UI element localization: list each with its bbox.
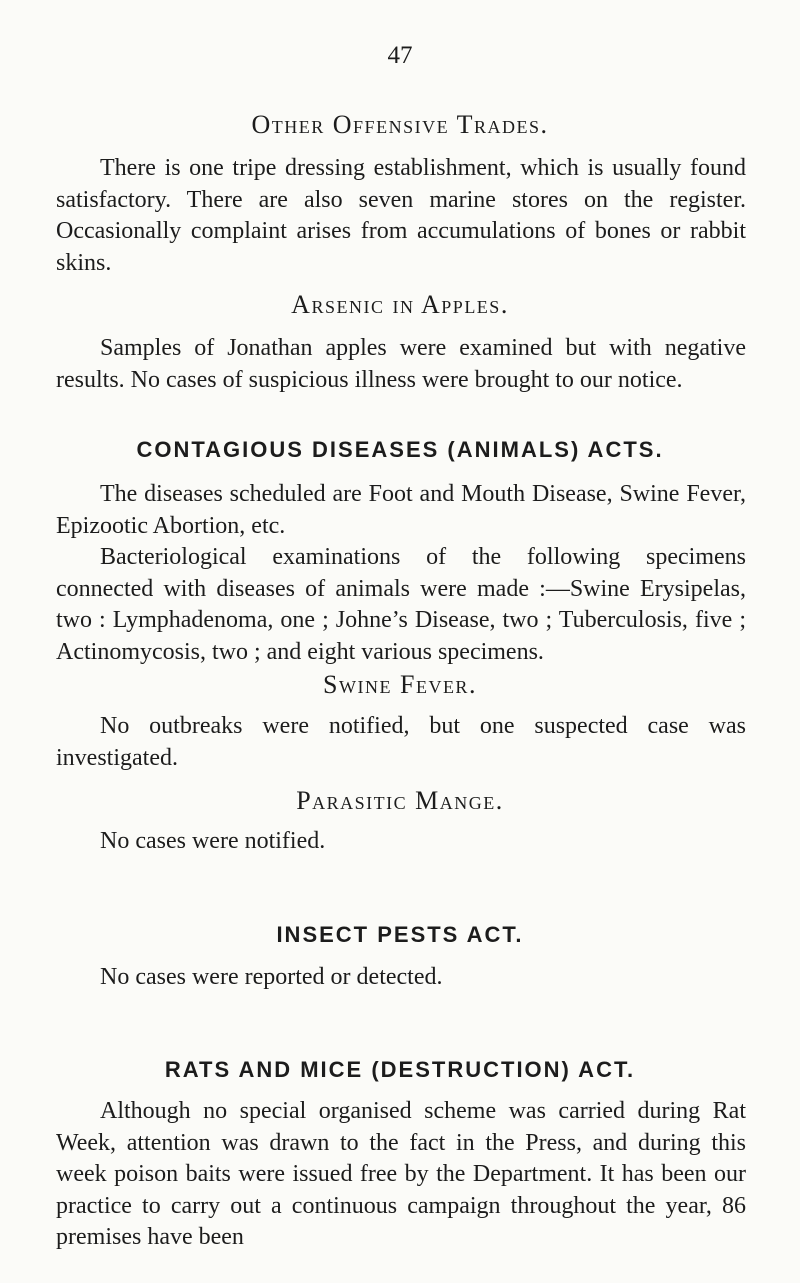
paragraph-arsenic: Samples of Jonathan apples were examined but with negative results. No cases of suspicious illness were brought to our notice. <box>56 335 746 393</box>
heading-parasitic-mange: Parasitic Mange. <box>296 786 504 815</box>
paragraph-diseases-scheduled: The diseases scheduled are Foot and Mouth Disease, Swine Fever, Epizootic Abortion, etc. <box>56 481 746 539</box>
paragraph-insect-pests: No cases were reported or detected. <box>100 964 443 990</box>
heading-offensive-trades: Other Offensive Trades. <box>251 110 549 139</box>
heading-contagious-diseases: CONTAGIOUS DISEASES (ANIMALS) ACTS. <box>136 437 664 462</box>
paragraph-swine-fever: No outbreaks were notified, but one suspected case was investigated. <box>56 713 746 771</box>
heading-arsenic-in-apples: Arsenic in Apples. <box>291 290 509 319</box>
heading-rats-and-mice: RATS AND MICE (DESTRUCTION) ACT. <box>164 1057 636 1082</box>
paragraph-rats-and-mice: Although no special organised scheme was carried during Rat Week, attention was drawn to the fact in the Press, and during this week poison baits were issued free by the Department. It has been our practice to carry out a continuous campaign throughout the year, 86 premises have been <box>56 1098 746 1250</box>
paragraph-parasitic-mange: No cases were notified. <box>100 828 326 854</box>
paragraph-offensive-trades: There is one tripe dressing establishment, which is usually found satisfactory. There are also seven marine stores on the register. Occasionally complaint arises from accumulations of bones or rabbit skins. <box>56 155 746 276</box>
page-number: 47 <box>387 42 413 69</box>
heading-swine-fever: Swine Fever. <box>323 670 477 699</box>
heading-insect-pests: INSECT PESTS ACT. <box>276 922 524 947</box>
paragraph-bacteriological: Bacteriological examinations of the following specimens connected with diseases of animals were made :—Swine Erysipelas, two : Lymphadenoma, one ; Johne’s Disease, two ; Tuberculosis, five ; Actinomycosis, two ; and eight various specimens. <box>56 544 746 665</box>
